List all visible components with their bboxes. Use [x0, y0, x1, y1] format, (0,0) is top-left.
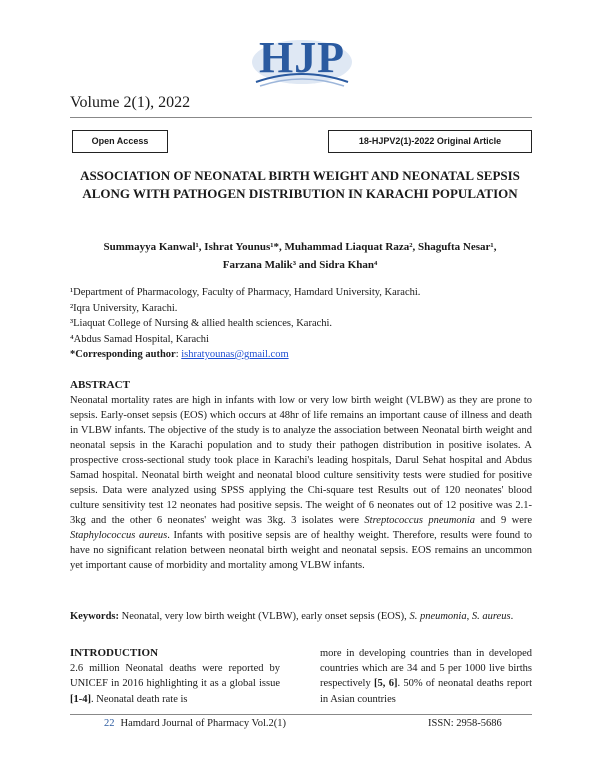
intro-right-citation: [5, 6] [374, 678, 398, 690]
intro-left-column [70, 646, 280, 707]
introduction-heading: INTRODUCTION [70, 647, 159, 659]
header-divider [70, 117, 532, 118]
intro-left-part-a: 2.6 million Neonatal deaths were reported by UNICEF in 2016 highlighting it as a global issue [70, 663, 280, 690]
abstract-part-1: Neonatal mortality rates are high in infants with low or very low birth weight (VLBW) as they are prone to sepsis. Early-onset sepsis (EOS) which occurs at 48hr of life remains an important cause of illness and death in VLBW infants. The objective of the study is to analyze the association between Neonatal birth weight and neonatal sepsis in the Karachi population and to study their pathogen distribution in positive isolates. A prospective cross-sectional study took place in Karachi's leading hospitals, Darul Sehat hospital and Abdus Samad hospital. Neonatal birth weight and neonatal blood culture sensitivity tests were studied for positive sepsis. Data were analyzed using SPSS applying the Chi-square test Results out of 120 neonates' blood culture sensitivity test 12 neonates had positive sepsis. The weight of 6 neonates out of 12 positive was 2.1-3kg and the other 6 neonates' weight was 3kg. 3 isolates were [70, 395, 532, 526]
intro-right-column [320, 646, 532, 707]
corresponding-separator: : [175, 349, 182, 360]
footer-divider [70, 714, 532, 715]
footer-issn: ISSN: 2958-5686 [428, 718, 502, 729]
keywords-text: Neonatal, very low birth weight (VLBW), early onset sepsis (EOS), [119, 611, 410, 622]
keywords [70, 609, 532, 624]
volume-label: Volume 2(1), 2022 [70, 94, 191, 111]
page-number: 22 [104, 718, 115, 729]
affiliations [70, 285, 530, 363]
abstract-heading: ABSTRACT [70, 379, 130, 391]
intro-right-part-a: more in developing countries than in developed countries which are 34 and 5 per 1000 live births respectively [320, 648, 532, 690]
journal-logo [250, 33, 354, 92]
abstract-text [70, 393, 532, 573]
article-id-tag: 18-HJPV2(1)-2022 Original Article [328, 130, 532, 153]
footer-journal [104, 718, 286, 729]
abstract-part-3: . Infants with positive sepsis are of healthy weight. Therefore, results were found to have no significant relation between neonatal birth weight and neonatal sepsis. EOS remains an uncommon yet important cause of morbidity and mortality among VLBW infants. [70, 530, 532, 571]
keywords-organism-2: S. aureus [471, 611, 511, 622]
keywords-organism-1: S. pneumonia [409, 611, 467, 622]
keywords-end: . [510, 611, 514, 622]
affiliation-2: ²Iqra University, Karachi. [70, 302, 178, 314]
open-access-tag: Open Access [72, 130, 168, 153]
abstract-organism-2: Staphylococcus aureus [70, 530, 168, 541]
affiliation-4: ⁴Abdus Samad Hospital, Karachi [70, 333, 209, 345]
abstract-part-2: and 9 were [475, 515, 533, 526]
journal-name: Hamdard Journal of Pharmacy Vol.2(1) [120, 718, 287, 729]
intro-left-part-b: . Neonatal death rate is [91, 693, 188, 705]
keywords-separator: , [466, 611, 472, 622]
affiliation-1: ¹Department of Pharmacology, Faculty of Pharmacy, Hamdard University, Karachi. [70, 287, 421, 298]
corresponding-email-link[interactable]: ishratyounas@gmail.com [181, 349, 289, 360]
authors-line-1: Summayya Kanwal¹, Ishrat Younus¹*, Muhammad Liaquat Raza², Shagufta Nesar¹, [103, 241, 497, 253]
author-list [80, 238, 520, 274]
authors-line-2: Farzana Malik³ and Sidra Khan⁴ [222, 259, 378, 271]
intro-right-part-b: . 50% of neonatal deaths report in Asian countries [320, 678, 532, 705]
abstract-organism-1: Streptococcus pneumonia [364, 515, 475, 526]
logo-text: HJP [258, 33, 346, 82]
intro-right-text [320, 646, 532, 707]
intro-left-citation: [1-4] [70, 693, 91, 705]
keywords-label: Keywords: [70, 611, 119, 622]
intro-left-text [70, 661, 280, 707]
paper-title: ASSOCIATION OF NEONATAL BIRTH WEIGHT AND NEONATAL SEPSIS ALONG WITH PATHOGEN DISTRIBUTION IN KARACHI POPULATION [80, 168, 520, 201]
corresponding-author [70, 347, 530, 363]
affiliation-3: ³Liaquat College of Nursing & allied health sciences, Karachi. [70, 318, 333, 329]
corresponding-label: *Corresponding author [70, 349, 176, 360]
